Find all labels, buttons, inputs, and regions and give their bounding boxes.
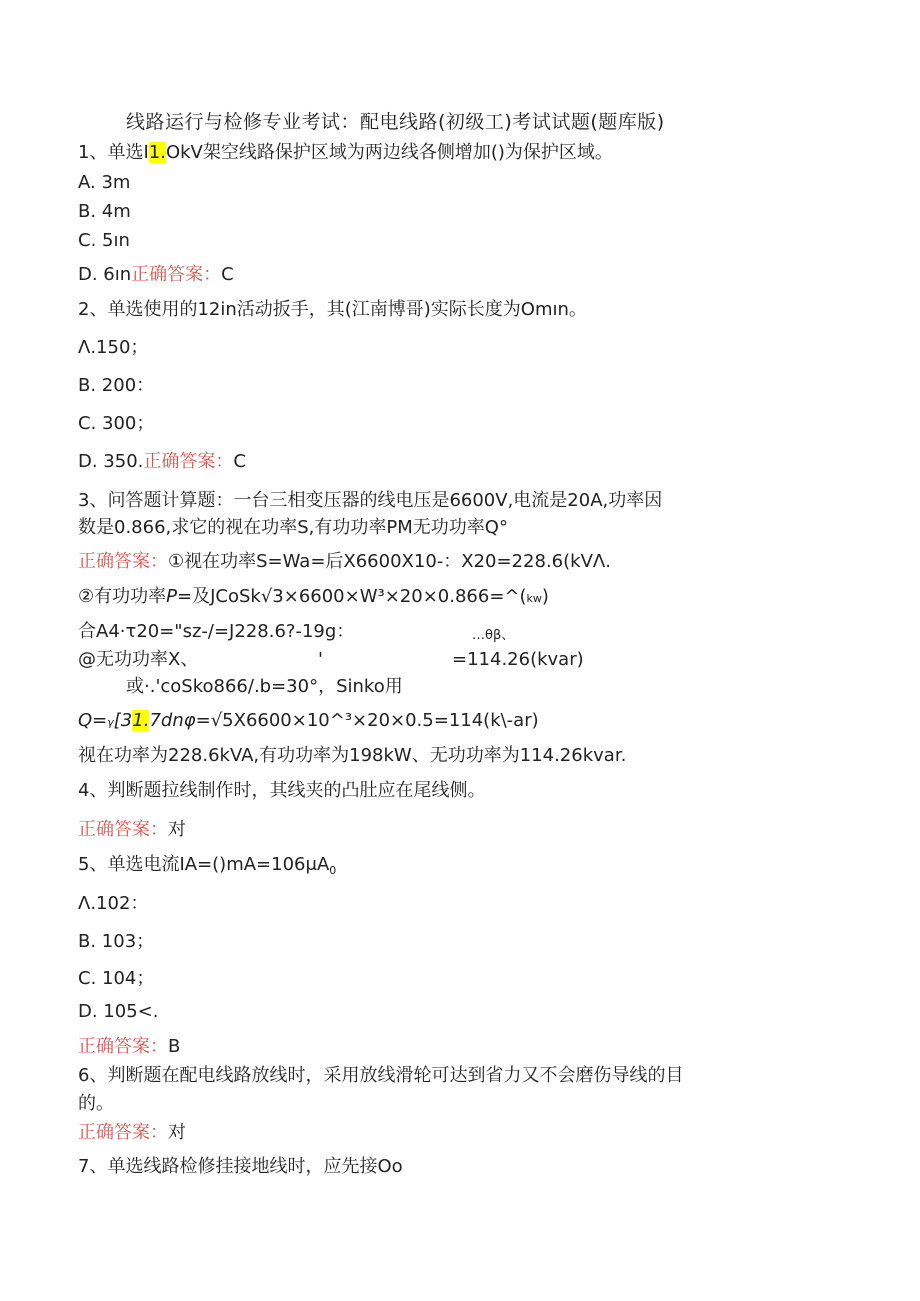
question-6-line-1: 6、判断题在配电线路放线时，采用放线滑轮可达到省力又不会磨伤导线的目 (78, 1065, 684, 1086)
answer-6-e: =√5X6600×10^³×20×0.5=114(k\-ar) (195, 710, 539, 731)
question-5-answer-line (78, 1035, 180, 1059)
answer-2-unit: kw (526, 592, 542, 605)
question-5-option-a: Λ.102： (78, 893, 149, 914)
question-2: 2、单选使用的12in活动扳手，其(江南博哥)实际长度为Omın。 (78, 299, 587, 320)
question-6-answer-line (78, 1121, 186, 1145)
question-2-option-d: D. 350. (78, 451, 144, 472)
question-4: 4、判断题拉线制作时，其线夹的凸肚应在尾线侧。 (78, 780, 486, 801)
question-3-conclusion: 视在功率为228.6kVA,有功功率为198kW、无功功率为114.26kvar. (78, 745, 627, 766)
question-3-answer-4-a: @无功功率X、 (78, 649, 199, 670)
question-5-line (78, 853, 336, 883)
answer-label: 正确答案： (143, 451, 234, 472)
question-3-line-1: 3、问答题计算题：一台三相变压器的线电压是6600V,电流是20A,功率因 (78, 490, 663, 511)
answer-2-e: ) (541, 586, 549, 607)
answer-label: 正确答案： (131, 264, 222, 285)
question-3-answer-1-line (78, 550, 611, 574)
answer-2-b: P (166, 586, 177, 607)
question-2-option-a: Λ.150； (78, 337, 149, 358)
question-2-answer: C (233, 451, 246, 472)
question-1-option-a: A. 3m (78, 172, 131, 193)
question-4-answer-line (78, 818, 186, 842)
answer-2-a: ②有功功率 (78, 586, 167, 607)
answer-label: 正确答案： (78, 551, 168, 572)
question-1-prefix: 1、单选I (78, 142, 149, 163)
question-3-answer-4-b: ' (318, 649, 323, 670)
question-1 (78, 141, 613, 165)
answer-6-d: 7dnφ (149, 710, 196, 731)
question-1-option-c: C. 5ın (78, 230, 130, 251)
answer-label: 正确答案： (78, 1036, 168, 1057)
question-3-answer-3-note: …θβ、 (472, 628, 515, 643)
question-3-answer-1: ①视在功率S=Wa=后X6600X10-：X20=228.6(kVΛ. (168, 551, 611, 572)
question-3-answer-5: 或·.'coSko866/.b=30°，Sinko用 (126, 676, 403, 697)
answer-6-a: Q= (78, 710, 108, 731)
question-6-line-2: 的。 (78, 1093, 114, 1114)
answer-label: 正确答案： (78, 819, 168, 840)
question-2-option-b: B. 200： (78, 375, 155, 396)
question-3-answer-2-line (78, 585, 549, 611)
question-1-answer: C (221, 264, 234, 285)
question-1-option-b: B. 4m (78, 201, 131, 222)
question-1-option-d: D. 6ın (78, 264, 132, 285)
question-1-option-d-line (78, 263, 234, 287)
question-5: 5、单选电流IA=()mA=106μA (78, 854, 330, 875)
question-7: 7、单选线路检修挂接地线时，应先接Oo (78, 1156, 403, 1177)
question-5-option-d: D. 105<. (78, 1001, 159, 1022)
question-5-subscript: 0 (329, 864, 337, 877)
question-2-option-c: C. 300； (78, 413, 155, 434)
document-title: 线路运行与检修专业考试：配电线路(初级工)考试试题(题库版) (126, 111, 665, 133)
question-3-answer-3: 合A4·τ20="sz-/=J228.6?-19g： (78, 621, 355, 642)
question-6-answer: 对 (168, 1122, 186, 1143)
question-1-highlight: 1. (148, 142, 166, 163)
question-3-answer-4-c: =114.26(kvar) (452, 649, 584, 670)
question-5-answer: B (168, 1036, 181, 1057)
question-3-answer-6-line (78, 709, 539, 735)
answer-6-highlight: 1. (132, 710, 150, 731)
question-1-text: OkV架空线路保护区域为两边线各侧增加()为保护区域。 (165, 142, 613, 163)
question-5-option-c: C. 104； (78, 968, 155, 989)
answer-label: 正确答案： (78, 1122, 168, 1143)
question-5-option-b: B. 103； (78, 931, 155, 952)
question-2-option-d-line (78, 450, 246, 474)
answer-2-c: =及JCoSk√3×6600×W³×20×0.866=^( (177, 586, 527, 607)
answer-6-b: γ (107, 716, 114, 729)
question-4-answer: 对 (168, 819, 186, 840)
question-3-line-2: 数是0.866,求它的视在功率S,有功功率PM无功功率Q° (78, 517, 508, 538)
answer-6-c: [3 (113, 710, 133, 731)
